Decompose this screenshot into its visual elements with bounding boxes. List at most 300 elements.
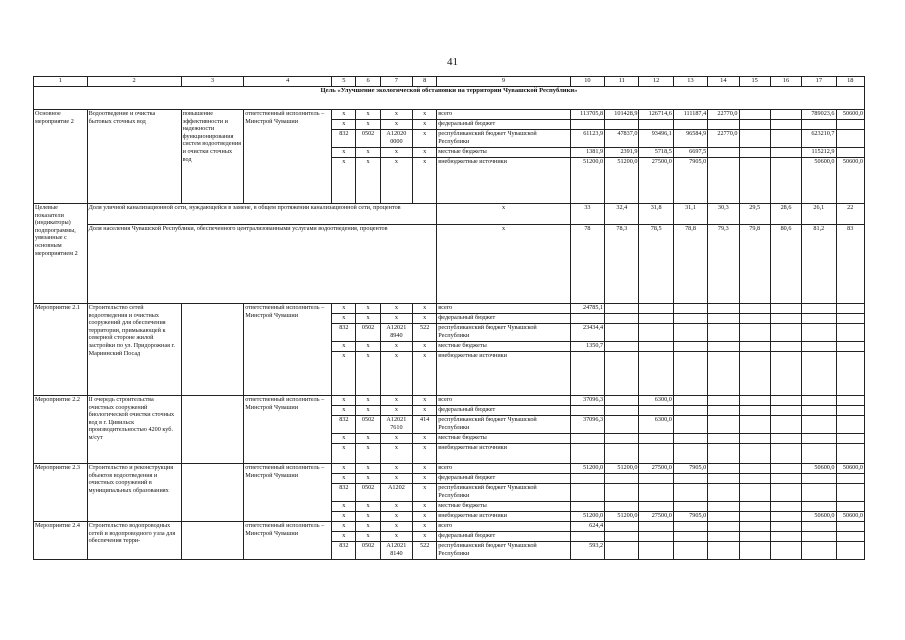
column-number: 17 — [802, 77, 836, 87]
amount-cell — [570, 434, 604, 444]
amount-cell — [770, 512, 801, 522]
table-cell: A12021 8940 — [380, 324, 412, 342]
amount-cell — [836, 416, 864, 434]
amount-cell — [836, 444, 864, 464]
amount-cell — [836, 396, 864, 406]
amount-cell: 22770,0 — [708, 110, 739, 120]
amount-cell: 27500,0 — [639, 158, 673, 204]
table-cell: x — [380, 444, 412, 464]
amount-cell: 51200,0 — [570, 512, 604, 522]
table-cell: 0502 — [356, 542, 380, 560]
amount-cell — [802, 484, 836, 502]
indicator-value: 26,1 — [802, 204, 836, 225]
table-cell: x — [380, 464, 412, 474]
amount-cell — [770, 158, 801, 204]
amount-cell — [673, 406, 707, 416]
amount-cell: 7905,0 — [673, 512, 707, 522]
table-cell: x — [332, 464, 356, 474]
table-cell: x — [380, 158, 412, 204]
amount-cell — [708, 352, 739, 396]
indicator-value: 30,3 — [708, 204, 739, 225]
amount-cell — [836, 304, 864, 314]
table-cell: x — [437, 204, 570, 225]
amount-cell — [802, 502, 836, 512]
table-cell: x — [413, 522, 437, 532]
funding-source: внебюджетные источники — [437, 352, 570, 396]
column-number: 11 — [605, 77, 639, 87]
table-cell: x — [332, 444, 356, 464]
amount-cell — [605, 342, 639, 352]
column-number: 2 — [87, 77, 181, 87]
table-cell: x — [332, 120, 356, 130]
table-cell: x — [380, 352, 412, 396]
funding-source: местные бюджеты — [437, 434, 570, 444]
amount-cell — [570, 444, 604, 464]
amount-cell: 50600,0 — [836, 464, 864, 474]
amount-cell — [770, 532, 801, 542]
table-cell: x — [413, 148, 437, 158]
amount-cell: 51200,0 — [570, 464, 604, 474]
amount-cell — [639, 304, 673, 314]
table-cell: x — [332, 434, 356, 444]
table-cell: 0502 — [356, 484, 380, 502]
table-cell: x — [356, 352, 380, 396]
amount-cell: 7905,0 — [673, 158, 707, 204]
amount-cell — [639, 532, 673, 542]
table-cell: x — [356, 502, 380, 512]
amount-cell — [673, 352, 707, 396]
amount-cell: 37096,3 — [570, 416, 604, 434]
table-cell: x — [413, 304, 437, 314]
measure-name: II очередь строительства очистных сооружений биологической очистки сточных вод в г. Цивильск производительностью 4200 куб. м/сут — [87, 396, 181, 464]
table-cell: x — [413, 120, 437, 130]
amount-cell: 96584,9 — [673, 130, 707, 148]
indicator-text: Доля населения Чувашской Республики, обеспеченного централизованными услугами водоотведения, процентов — [87, 225, 437, 304]
table-cell: x — [380, 512, 412, 522]
amount-cell — [802, 434, 836, 444]
table-cell: x — [380, 522, 412, 532]
table-cell: x — [380, 304, 412, 314]
table-cell: 832 — [332, 416, 356, 434]
indicator-value: 79,8 — [739, 225, 770, 304]
funding-source: республиканский бюджет Чувашской Республики — [437, 324, 570, 342]
amount-cell — [739, 352, 770, 396]
table-cell: x — [356, 464, 380, 474]
amount-cell — [739, 532, 770, 542]
amount-cell: 101428,9 — [605, 110, 639, 120]
amount-cell — [639, 434, 673, 444]
column-number: 5 — [332, 77, 356, 87]
table-cell: x — [413, 110, 437, 120]
responsible-executor: ответственный исполнитель – Минстрой Чувашии — [244, 304, 332, 396]
amount-cell — [770, 484, 801, 502]
finance-row — [34, 464, 865, 474]
funding-source: республиканский бюджет Чувашской Республики — [437, 484, 570, 502]
amount-cell — [836, 484, 864, 502]
table-cell: x — [380, 314, 412, 324]
table-cell: x — [380, 342, 412, 352]
funding-source: всего — [437, 110, 570, 120]
amount-cell — [836, 324, 864, 342]
amount-cell: 1381,9 — [570, 148, 604, 158]
amount-cell — [605, 474, 639, 484]
amount-cell — [770, 314, 801, 324]
table-cell: 832 — [332, 130, 356, 148]
amount-cell: 126714,6 — [639, 110, 673, 120]
amount-cell — [770, 406, 801, 416]
amount-cell: 24785,1 — [570, 304, 604, 314]
column-number: 6 — [356, 77, 380, 87]
amount-cell — [605, 502, 639, 512]
amount-cell — [836, 532, 864, 542]
table-cell: x — [332, 396, 356, 406]
amount-cell — [708, 406, 739, 416]
column-number: 4 — [244, 77, 332, 87]
funding-source: местные бюджеты — [437, 342, 570, 352]
amount-cell — [802, 352, 836, 396]
table-cell: x — [356, 444, 380, 464]
amount-cell — [605, 304, 639, 314]
program-table — [33, 76, 865, 560]
funding-source: внебюджетные источники — [437, 444, 570, 464]
column-number: 16 — [770, 77, 801, 87]
funding-source: всего — [437, 522, 570, 532]
amount-cell — [570, 532, 604, 542]
amount-cell: 50600,0 — [802, 512, 836, 522]
amount-cell — [836, 148, 864, 158]
amount-cell — [770, 120, 801, 130]
measure-effect — [181, 464, 244, 522]
amount-cell — [802, 416, 836, 434]
table-cell: x — [332, 148, 356, 158]
amount-cell: 27500,0 — [639, 464, 673, 474]
amount-cell — [739, 484, 770, 502]
goal-title: Цель «Улучшение экологической обстановки на территории Чувашской Республики» — [34, 87, 865, 110]
amount-cell — [708, 464, 739, 474]
amount-cell — [708, 444, 739, 464]
table-cell: A12020 0000 — [380, 130, 412, 148]
amount-cell — [708, 522, 739, 532]
table-cell: A1202 — [380, 484, 412, 502]
amount-cell: 47837,0 — [605, 130, 639, 148]
amount-cell: 50600,0 — [802, 158, 836, 204]
funding-source: местные бюджеты — [437, 148, 570, 158]
indicator-text: Доля уличной канализационной сети, нуждающейся в замене, в общем протяжении канализационной сети, процентов — [87, 204, 437, 225]
amount-cell: 50600,0 — [836, 158, 864, 204]
column-number: 9 — [437, 77, 570, 87]
amount-cell — [570, 502, 604, 512]
table-cell: x — [332, 474, 356, 484]
finance-row — [34, 304, 865, 314]
amount-cell — [605, 542, 639, 560]
table-cell: x — [413, 484, 437, 502]
amount-cell: 2391,9 — [605, 148, 639, 158]
column-number: 14 — [708, 77, 739, 87]
amount-cell — [639, 324, 673, 342]
amount-cell — [605, 434, 639, 444]
amount-cell — [770, 474, 801, 484]
table-cell: x — [332, 314, 356, 324]
amount-cell — [570, 314, 604, 324]
amount-cell: 623210,7 — [802, 130, 836, 148]
table-cell: 414 — [413, 416, 437, 434]
goal-row — [34, 87, 865, 110]
column-number: 15 — [739, 77, 770, 87]
amount-cell — [605, 532, 639, 542]
amount-cell — [802, 342, 836, 352]
amount-cell — [605, 406, 639, 416]
funding-source: федеральный бюджет — [437, 120, 570, 130]
table-cell: x — [413, 502, 437, 512]
amount-cell — [673, 416, 707, 434]
funding-source: всего — [437, 464, 570, 474]
amount-cell — [836, 120, 864, 130]
indicator-value: 78 — [570, 225, 604, 304]
amount-cell — [770, 130, 801, 148]
measure-effect — [181, 396, 244, 464]
amount-cell — [673, 532, 707, 542]
amount-cell: 624,4 — [570, 522, 604, 532]
table-cell: x — [356, 304, 380, 314]
amount-cell — [739, 434, 770, 444]
amount-cell — [708, 434, 739, 444]
amount-cell: 6697,5 — [673, 148, 707, 158]
table-cell: 522 — [413, 542, 437, 560]
table-cell: A12021 8140 — [380, 542, 412, 560]
table-cell: x — [413, 314, 437, 324]
indicator-value: 78,8 — [673, 225, 707, 304]
table-cell: x — [356, 120, 380, 130]
amount-cell — [639, 444, 673, 464]
table-cell: x — [380, 502, 412, 512]
funding-source: местные бюджеты — [437, 502, 570, 512]
measure-name: Строительство и реконструкция объектов водоотведения и очистных сооружений в муниципальных образованиях — [87, 464, 181, 522]
table-cell: x — [356, 522, 380, 532]
indicator-value: 80,6 — [770, 225, 801, 304]
amount-cell — [802, 406, 836, 416]
table-cell: x — [413, 434, 437, 444]
measure-effect — [181, 522, 244, 560]
indicator-value: 22 — [836, 204, 864, 225]
amount-cell: 51200,0 — [605, 512, 639, 522]
amount-cell — [836, 474, 864, 484]
table-cell: x — [356, 474, 380, 484]
amount-cell — [708, 396, 739, 406]
amount-cell — [673, 484, 707, 502]
amount-cell — [708, 314, 739, 324]
amount-cell — [802, 444, 836, 464]
amount-cell — [770, 444, 801, 464]
table-cell: x — [413, 130, 437, 148]
measure-name: Строительство сетей водоотведения и очистных сооружений для обеспечения территории, примыкающей к северной стороне жилой застройки по ул. Придорожная г. Мариинский Посад — [87, 304, 181, 396]
table-cell: 832 — [332, 542, 356, 560]
amount-cell — [739, 474, 770, 484]
column-number: 7 — [380, 77, 412, 87]
amount-cell — [836, 352, 864, 396]
finance-row — [34, 396, 865, 406]
amount-cell — [605, 416, 639, 434]
table-cell: x — [356, 314, 380, 324]
measure-name: Водоотведение и очистка бытовых сточных вод — [87, 110, 181, 204]
amount-cell — [739, 110, 770, 120]
amount-cell — [802, 304, 836, 314]
table-cell: x — [356, 148, 380, 158]
amount-cell — [739, 304, 770, 314]
responsible-executor: ответственный исполнитель – Минстрой Чувашии — [244, 464, 332, 522]
amount-cell — [708, 324, 739, 342]
amount-cell — [673, 444, 707, 464]
table-cell: x — [356, 110, 380, 120]
responsible-executor: ответственный исполнитель – Минстрой Чувашии — [244, 522, 332, 560]
amount-cell — [673, 502, 707, 512]
measure-label: Основное мероприятие 2 — [34, 110, 88, 204]
measure-label: Мероприятие 2.2 — [34, 396, 88, 464]
table-cell: x — [332, 304, 356, 314]
funding-source: внебюджетные источники — [437, 512, 570, 522]
finance-row — [34, 110, 865, 120]
amount-cell — [802, 532, 836, 542]
funding-source: федеральный бюджет — [437, 474, 570, 484]
table-cell: x — [356, 396, 380, 406]
column-number: 18 — [836, 77, 864, 87]
amount-cell — [739, 130, 770, 148]
table-cell: x — [413, 396, 437, 406]
amount-cell — [739, 444, 770, 464]
amount-cell — [639, 342, 673, 352]
amount-cell: 37096,3 — [570, 396, 604, 406]
amount-cell — [770, 502, 801, 512]
amount-cell — [639, 542, 673, 560]
amount-cell — [836, 314, 864, 324]
amount-cell — [802, 474, 836, 484]
amount-cell: 50600,0 — [802, 464, 836, 474]
amount-cell: 113705,8 — [570, 110, 604, 120]
table-cell: x — [380, 474, 412, 484]
column-number: 8 — [413, 77, 437, 87]
table-cell: 832 — [332, 324, 356, 342]
funding-source: федеральный бюджет — [437, 314, 570, 324]
page-number: 41 — [447, 56, 458, 68]
amount-cell — [708, 120, 739, 130]
amount-cell — [673, 396, 707, 406]
amount-cell — [673, 120, 707, 130]
table-cell: x — [332, 158, 356, 204]
table-cell: x — [332, 352, 356, 396]
amount-cell — [739, 158, 770, 204]
amount-cell — [639, 406, 673, 416]
amount-cell — [739, 542, 770, 560]
funding-source: внебюджетные источники — [437, 158, 570, 204]
amount-cell: 27500,0 — [639, 512, 673, 522]
amount-cell — [739, 148, 770, 158]
table-cell: x — [332, 406, 356, 416]
amount-cell — [739, 406, 770, 416]
table-cell: x — [356, 512, 380, 522]
amount-cell — [605, 324, 639, 342]
amount-cell — [802, 522, 836, 532]
amount-cell — [770, 342, 801, 352]
table-cell: x — [380, 396, 412, 406]
amount-cell — [673, 304, 707, 314]
indicator-value: 28,6 — [770, 204, 801, 225]
amount-cell — [708, 148, 739, 158]
amount-cell — [673, 542, 707, 560]
table-cell: x — [380, 110, 412, 120]
indicator-value: 78,3 — [605, 225, 639, 304]
target-indicator-row — [34, 204, 865, 225]
table-cell: x — [413, 512, 437, 522]
amount-cell: 7905,0 — [673, 464, 707, 474]
table-cell: x — [356, 158, 380, 204]
amount-cell: 23434,4 — [570, 324, 604, 342]
amount-cell — [639, 474, 673, 484]
amount-cell — [739, 416, 770, 434]
amount-cell: 93496,1 — [639, 130, 673, 148]
amount-cell — [739, 396, 770, 406]
amount-cell — [708, 416, 739, 434]
table-cell: x — [380, 148, 412, 158]
funding-source: федеральный бюджет — [437, 532, 570, 542]
table-cell: 0502 — [356, 416, 380, 434]
amount-cell: 5718,5 — [639, 148, 673, 158]
column-number: 1 — [34, 77, 88, 87]
funding-source: республиканский бюджет Чувашской Республики — [437, 130, 570, 148]
measure-label: Мероприятие 2.3 — [34, 464, 88, 522]
table-cell: x — [356, 342, 380, 352]
amount-cell: 50600,0 — [836, 512, 864, 522]
table-cell: x — [332, 532, 356, 542]
finance-row — [34, 522, 865, 532]
amount-cell — [770, 396, 801, 406]
table-cell: x — [380, 120, 412, 130]
amount-cell — [673, 434, 707, 444]
amount-cell — [708, 342, 739, 352]
amount-cell — [770, 464, 801, 474]
amount-cell — [770, 522, 801, 532]
amount-cell — [802, 324, 836, 342]
table-cell: x — [356, 532, 380, 542]
amount-cell — [739, 314, 770, 324]
table-cell: x — [413, 532, 437, 542]
amount-cell — [605, 484, 639, 502]
table-cell: x — [332, 502, 356, 512]
table-cell: x — [413, 158, 437, 204]
table-cell: x — [332, 522, 356, 532]
amount-cell — [836, 406, 864, 416]
table-cell: 832 — [332, 484, 356, 502]
responsible-executor: ответственный исполнитель – Минстрой Чувашии — [244, 110, 332, 204]
column-number: 12 — [639, 77, 673, 87]
amount-cell — [708, 512, 739, 522]
amount-cell — [708, 304, 739, 314]
table-cell: x — [380, 434, 412, 444]
amount-cell: 6300,0 — [639, 396, 673, 406]
amount-cell — [770, 110, 801, 120]
amount-cell — [639, 314, 673, 324]
amount-cell — [708, 474, 739, 484]
measure-effect — [181, 304, 244, 396]
amount-cell — [570, 474, 604, 484]
amount-cell: 1350,7 — [570, 342, 604, 352]
column-number: 13 — [673, 77, 707, 87]
amount-cell — [605, 352, 639, 396]
table-cell: 0502 — [356, 324, 380, 342]
amount-cell — [639, 352, 673, 396]
measure-name: Строительство водопроводных сетей и водопроводного узла для обеспечения терри- — [87, 522, 181, 560]
amount-cell: 51200,0 — [605, 464, 639, 474]
table-cell: x — [437, 225, 570, 304]
table-cell: x — [332, 512, 356, 522]
